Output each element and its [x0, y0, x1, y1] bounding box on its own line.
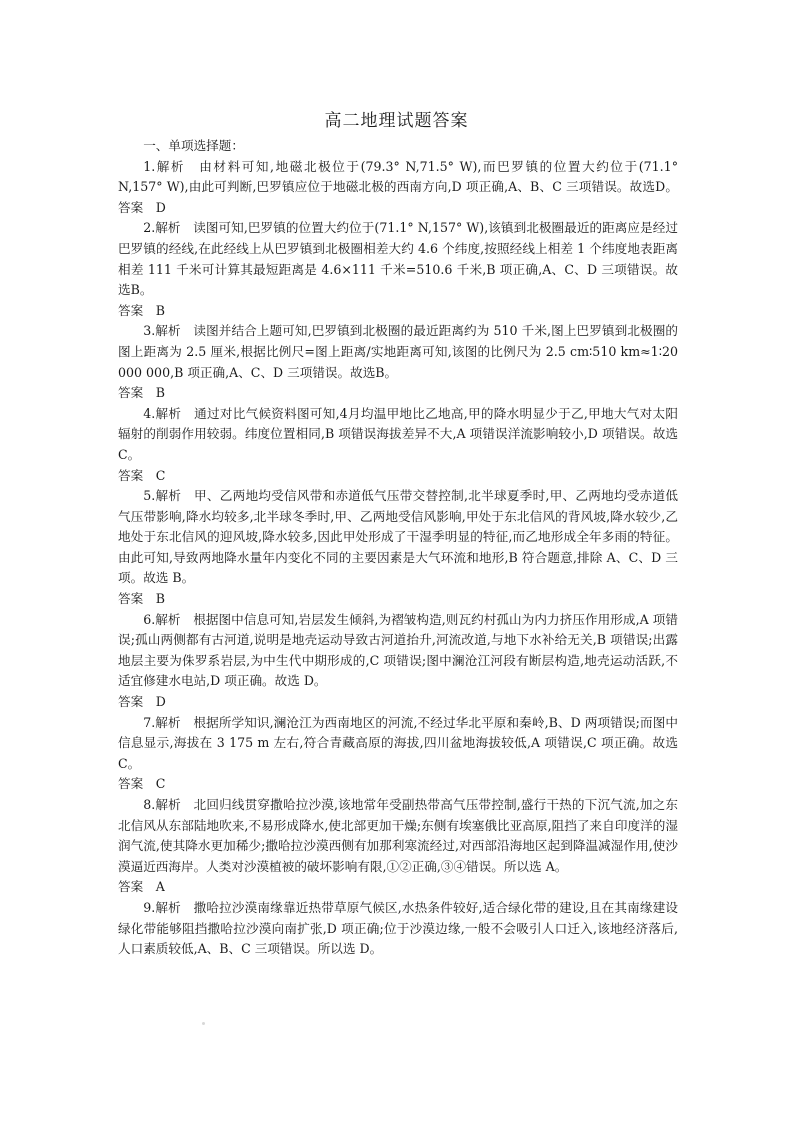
question-5-answer: 答案 B: [118, 591, 166, 607]
question-5-analysis: 5.解析 甲、乙两地均受信风带和赤道低气压带交替控制,北半球夏季时,甲、乙两地均受赤道低气压带影响,降水均较多,北半球冬季时,甲、乙两地受信风影响,甲处于东北信风的背风坡,降水较少,乙地处于东北信风的迎风坡,降水较多,因此甲处形成了干湿季明显的特征,而乙地形成全年多雨的特征。由此可知,导致两地降水量年内变化不同的主要因素是大气环流和地形,B 符合题意,排除 A、C、D 三项。故选 B。: [118, 488, 678, 586]
question-1-analysis: 1.解析 由材料可知,地磁北极位于(79.3° N,71.5° W),而巴罗镇的位置大约位于(71.1° N,157° W),由此可判断,巴罗镇应位于地磁北极的西南方向,D 项正确,A、B、C 三项错误。故选D。 答案 D: [118, 158, 678, 215]
question-4-answer: 答案 C: [118, 467, 166, 483]
question-3-analysis: 3.解析 读图并结合上题可知,巴罗镇到北极圈的最近距离约为 510 千米,图上巴罗镇到北极圈的图上距离为 2.5 厘米,根据比例尺=图上距离/实地距离可知,该图的比例尺为 2.5 cm∶510 km≈1∶20 000 000,B 项正确,A、C、D 三项错误。故选B。: [118, 323, 678, 380]
question-7-answer: 答案 C: [118, 776, 166, 792]
document-title: 高二地理试题答案: [324, 111, 469, 131]
question-9-analysis: 9.解析 撒哈拉沙漠南缘靠近热带草原气候区,水热条件较好,适合绿化带的建设,且在其南缘建设绿化带能够阻挡撒哈拉沙漠向南扩张,D 项正确;位于沙漠边缘,一般不会吸引人口迁入,该地经济落后,人口素质较低,A、B、C 三项错误。所以选 D。: [118, 899, 678, 957]
question-8-answer: 答案 A: [118, 879, 165, 895]
question-6-analysis: 6.解析 根据图中信息可知,岩层发生倾斜,为褶皱构造,则瓦约村孤山为内力挤压作用形成,A 项错误;孤山两侧都有古河道,说明是地壳运动导致古河道抬升,河流改道,与地下水补给无关,B 项错误;出露地层主要为侏罗系岩层,为中生代中期形成的,C 项错误;图中澜沧江河段有断层构造,地壳运动活跃,不适宜修建水电站,D 项正确。故选 D。: [118, 611, 678, 689]
question-4-analysis: 4.解析 通过对比气候资料图可知,4月均温甲地比乙地高,甲的降水明显少于乙,甲地大气对太阳辐射的削弱作用较弱。纬度位置相同,B 项错误海拔差异不大,A 项错误洋流影响较小,D 项错误。故选C。: [118, 405, 678, 462]
question-7-analysis: 7.解析 根据所学知识,澜沧江为西南地区的河流,不经过华北平原和秦岭,B、D 两项错误;而图中信息显示,海拔在 3 175 m 左右,符合青藏高原的海拔,四川盆地海拔较低,A 项错误,C 项正确。故选 C。: [118, 714, 678, 771]
question-2-analysis: 2.解析 读图可知,巴罗镇的位置大约位于(71.1° N,157° W),该镇到北极圈最近的距离应是经过巴罗镇的经线,在此经线上从巴罗镇到北极圈相差大约 4.6 个纬度,按照经线上相差 1 个纬度地表距离相差 111 千米可计算其最短距离是 4.6×111 千米=510.6 千米,B 项正确,A、C、D 三项错误。故选B。: [118, 220, 678, 298]
scan-dot: [202, 1022, 205, 1025]
question-6-answer: 答案 D: [118, 694, 166, 710]
question-2-answer: 答案 B: [118, 302, 166, 318]
section-heading: 一、单项选择题：: [143, 138, 244, 153]
question-8-analysis: 8.解析 北回归线贯穿撒哈拉沙漠,该地常年受副热带高气压带控制,盛行干热的下沉气流,加之东北信风从东部陆地吹来,不易形成降水,使北部更加干燥;东侧有埃塞俄比亚高原,阻挡了来自印度洋的湿润气流,使其降水更加稀少;撒哈拉沙漠西侧有加那利寒流经过,对西部沿海地区起到降温减湿作用,使沙漠逼近西海岸。人类对沙漠植被的破坏影响有限,①②正确,③④错误。所以选 A。: [118, 797, 678, 874]
answer-content: [118, 136, 678, 960]
question-3-answer: 答案 B: [118, 385, 166, 401]
